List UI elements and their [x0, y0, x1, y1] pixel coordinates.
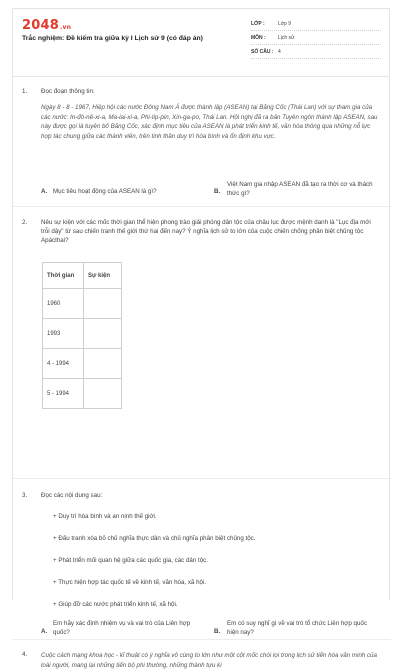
meta-label: SỐ CÂU : — [251, 48, 274, 55]
meta-value-class: Lớp 9 — [278, 20, 292, 27]
question-divider — [13, 639, 391, 640]
question-number: 2. — [22, 219, 28, 226]
document-page — [12, 8, 390, 669]
content-bullet: + Thực hiện hợp tác quốc tế về kinh tế, văn hóa, xã hội. — [53, 579, 207, 586]
table-cell-time: 1993 — [43, 319, 84, 349]
option-letter-b[interactable]: B. — [214, 188, 221, 195]
table-row — [43, 319, 122, 349]
question-prompt: Cuộc cách mạng khoa học - kĩ thuật có ý nghĩa vô cùng to lớn như một cột mốc chói lọi trong lịch sử tiến hóa văn minh của loài người, mang lại những tiến bộ phi thường, những thành tựu kì — [41, 652, 377, 669]
meta-row-count — [251, 45, 381, 59]
table-cell-event[interactable] — [84, 349, 122, 379]
question-prompt: Đọc đoạn thông tin: — [41, 88, 95, 95]
table-cell-event[interactable] — [84, 319, 122, 349]
option-letter-a[interactable]: A. — [41, 188, 48, 195]
content-bullet: + Phát triển mối quan hệ giữa các quốc gia, các dân tộc. — [53, 557, 208, 564]
question-number: 4. — [22, 651, 28, 658]
logo-tld: .vn — [59, 24, 72, 31]
column-header-time: Thời gian — [43, 263, 84, 289]
question-prompt: Đọc các nội dung sau: — [41, 492, 103, 499]
option-letter-a[interactable]: A. — [41, 628, 48, 635]
meta-value-subject: Lịch sử — [278, 34, 295, 41]
column-header-event: Sự kiện — [84, 263, 122, 289]
meta-label: LỚP : — [251, 20, 265, 27]
content-bullet: + Đấu tranh xóa bỏ chủ nghĩa thực dân và chủ nghĩa phân biệt chủng tộc. — [53, 535, 256, 542]
question-number: 3. — [22, 492, 28, 499]
table-cell-time: 5 - 1994 — [43, 379, 84, 409]
option-a-text[interactable]: Mục tiêu hoạt động của ASEAN là gì? — [53, 188, 157, 195]
table-cell-event[interactable] — [84, 379, 122, 409]
table-row — [43, 289, 122, 319]
timeline-table — [42, 262, 122, 409]
meta-value-count: 4 — [278, 48, 281, 55]
table-header-row — [43, 263, 122, 289]
question-number: 1. — [22, 88, 28, 95]
table-cell-time: 1960 — [43, 289, 84, 319]
question-divider — [13, 478, 391, 479]
meta-row-subject — [251, 31, 381, 45]
table-row — [43, 349, 122, 379]
question-divider — [13, 206, 391, 207]
option-letter-b[interactable]: B. — [214, 628, 221, 635]
meta-label: MÔN : — [251, 34, 266, 41]
content-bullet: + Giúp đỡ các nước phát triển kinh tế, xã hội. — [53, 601, 178, 608]
question-prompt: Nêu sự kiện với các mốc thời gian thể hiện phong trào giải phóng dân tộc của châu lục được mệnh danh là "Lục địa mới trỗi dậy" từ sau chiến tranh thế giới thứ hai đến nay? Ý nghĩa lịch sử to lớn của cuộc chiến chống phân biệt chủng tộc Apácthai? — [41, 219, 371, 244]
option-b-text[interactable]: Em có suy nghĩ gì về vai trò tổ chức Liên hợp quốc hiện nay? — [227, 620, 367, 636]
meta-panel — [251, 17, 381, 59]
logo-main: 2048 — [22, 18, 59, 33]
document-header — [13, 9, 389, 77]
table-row — [43, 379, 122, 409]
page-title: Trắc nghiệm: Đề kiểm tra giữa kỳ I Lịch sử 9 (có đáp án) — [22, 35, 203, 42]
option-b-text[interactable]: Việt Nam gia nhập ASEAN đã tạo ra thời cơ và thách thức gì? — [227, 181, 373, 197]
content-bullet: + Duy trì hòa bình và an ninh thế giới. — [53, 513, 157, 520]
meta-row-class — [251, 17, 381, 31]
table-cell-event[interactable] — [84, 289, 122, 319]
site-logo[interactable] — [22, 18, 71, 33]
table-cell-time: 4 - 1994 — [43, 349, 84, 379]
option-a-text[interactable]: Em hãy xác định nhiệm vụ và vai trò của Liên hợp quốc? — [53, 620, 191, 636]
question-passage: Ngày 8 - 8 - 1967, Hiệp hội các nước Đông Nam Á được thành lập (ASEAN) tại Băng Cốc (Thái Lan) với sự tham gia của các nước: In-đô-nê-xi-a, Ma-lai-xi-a, Phi-líp-pin, Xin-ga-po, Thái Lan. Hội nghị đã ra bản Tuyên ngôn thành lập ASEAN, sau này được gọi là tuyên bố Băng Cốc, xác định mục tiêu của ASEAN là phát triển kinh tế, văn hóa thông qua những nỗ lực hợp tác chung giữa các thành viên, trên tinh thần duy trì hòa bình và ổn định khu vực. — [41, 104, 378, 140]
